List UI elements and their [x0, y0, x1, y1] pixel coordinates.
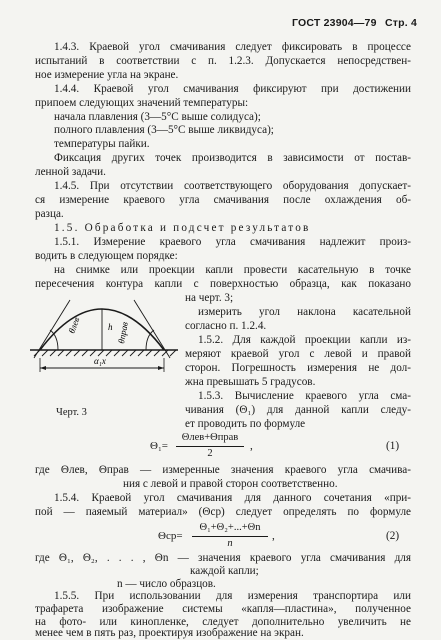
p152-line4: жна превышать 5 градусов.: [185, 376, 316, 388]
p144-line5: температуры пайки.: [54, 138, 150, 150]
p153-line2: чивания (Θ₁) для данной капли следу-: [185, 404, 411, 416]
figure-caption: Черт. 3: [56, 407, 87, 418]
header-standard: ГОСТ 23904—79: [292, 17, 377, 29]
formula2-number: (2): [386, 530, 400, 542]
where2-line3: n — число образцов.: [117, 578, 216, 590]
label-theta-right: θправ: [116, 321, 130, 345]
label-base: α₁х: [94, 356, 106, 366]
p151-line4: пересечения контура капли с поверхностью образца, как показано: [35, 278, 411, 290]
section-heading: 1.5. Обработка и подсчет результатов: [54, 222, 311, 234]
p155-line3: на фото- или кинопленке, следует дополнительно увеличить не: [35, 616, 411, 628]
where1-line2: ния с левой и правой сторон соответственно.: [123, 478, 338, 490]
p154-line2: пой — паяемый материал» (Θср) следует определять по формуле: [35, 506, 411, 518]
p154-line1: 1.5.4. Краевой угол смачивания для данного сочетания «при-: [54, 492, 411, 504]
formula1-lhs: Θ₁=: [150, 440, 168, 452]
fix-line2: ленной задачи.: [35, 166, 106, 178]
p143-line3: ное измерение угла на экране.: [35, 69, 179, 81]
p153-line1: 1.5.3. Вычисление краевого угла сма-: [198, 390, 411, 402]
p144-line2: припоем следующих значений температуры:: [35, 97, 249, 109]
label-theta-left: θлев: [66, 315, 82, 335]
p145-line1: 1.4.5. При отсутствии соответствующего оборудования допускает-: [54, 180, 411, 192]
p155-line1: 1.5.5. При использовании для измерения транспортира или: [54, 590, 411, 602]
formula2-denominator: n: [227, 538, 233, 549]
p151-line5: на черт. 3;: [185, 292, 234, 304]
header-page: Стр. 4: [385, 17, 418, 29]
formula2-comma: ,: [272, 530, 275, 542]
formula2-lhs: Θср=: [158, 530, 183, 542]
formula1-fraction-bar: [176, 446, 244, 447]
p145-line2: ся измерение краевого угла смачивания после охлаждения об-: [35, 194, 411, 206]
where2-line1: где Θ₁, Θ₂, . . . , Θn — значения краевого угла смачивания для: [35, 552, 411, 564]
p143-line2: испытаний в соответствии с п. 1.2.3. Допускается непосредствен-: [35, 55, 411, 67]
arrowhead-left: [40, 366, 46, 370]
formula1-numerator: Θлев+Θправ: [181, 432, 239, 443]
tangent-left: [34, 300, 70, 358]
formula1-number: (1): [386, 440, 400, 452]
formula1-comma: ,: [250, 440, 253, 452]
formula2-fraction-bar: [192, 536, 268, 537]
p152-line2: меряют краевой угол с левой и правой: [185, 348, 411, 360]
fix-line1: Фиксация других точек производится в зависимости от постав-: [54, 152, 411, 164]
p144-line1: 1.4.4. Краевой угол смачивания фиксируют при достижении: [54, 83, 411, 95]
p155-line2: трафарета изображение системы «капля—пластина», полученное: [35, 603, 411, 615]
where1-line1: где Θлев, Θправ — измеренные значения краевого угла смачива-: [35, 464, 411, 476]
p145-line3: разца.: [35, 208, 64, 220]
tangent-right: [134, 300, 170, 358]
p151-line1: 1.5.1. Измерение краевого угла смачивания надлежит произ-: [54, 236, 411, 248]
p153-line3: ет проводить по формуле: [185, 418, 306, 430]
p151-line7: согласно п. 1.2.4.: [185, 320, 267, 332]
drop-figure: [28, 278, 183, 390]
formula1-denominator: 2: [207, 448, 213, 459]
p151-line3: на снимке или проекции капли провести касательную в точке: [54, 264, 411, 276]
p152-line3: сторон. Погрешность измерения не дол-: [185, 362, 411, 374]
where2-line2: каждой капли;: [190, 565, 259, 577]
formula2-numerator: Θ₁+Θ₂+...+Θn: [199, 522, 261, 533]
p144-line3: начала плавления (3—5°С выше солидуса);: [54, 111, 261, 123]
p151-line6: измерить угол наклона касательной: [198, 306, 411, 318]
arrowhead-right: [158, 366, 164, 370]
p143-line1: 1.4.3. Краевой угол смачивания следует фиксировать в процессе: [54, 41, 411, 53]
p152-line1: 1.5.2. Для каждой проекции капли из-: [198, 334, 411, 346]
p144-line4: полного плавления (3—5°С выше ликвидуса);: [54, 124, 274, 136]
label-h: h: [108, 322, 113, 332]
p151-line2: водить в следующем порядке:: [35, 250, 178, 262]
p155-line4: менее чем в пять раз, проектируя изображение на экран.: [35, 627, 304, 639]
